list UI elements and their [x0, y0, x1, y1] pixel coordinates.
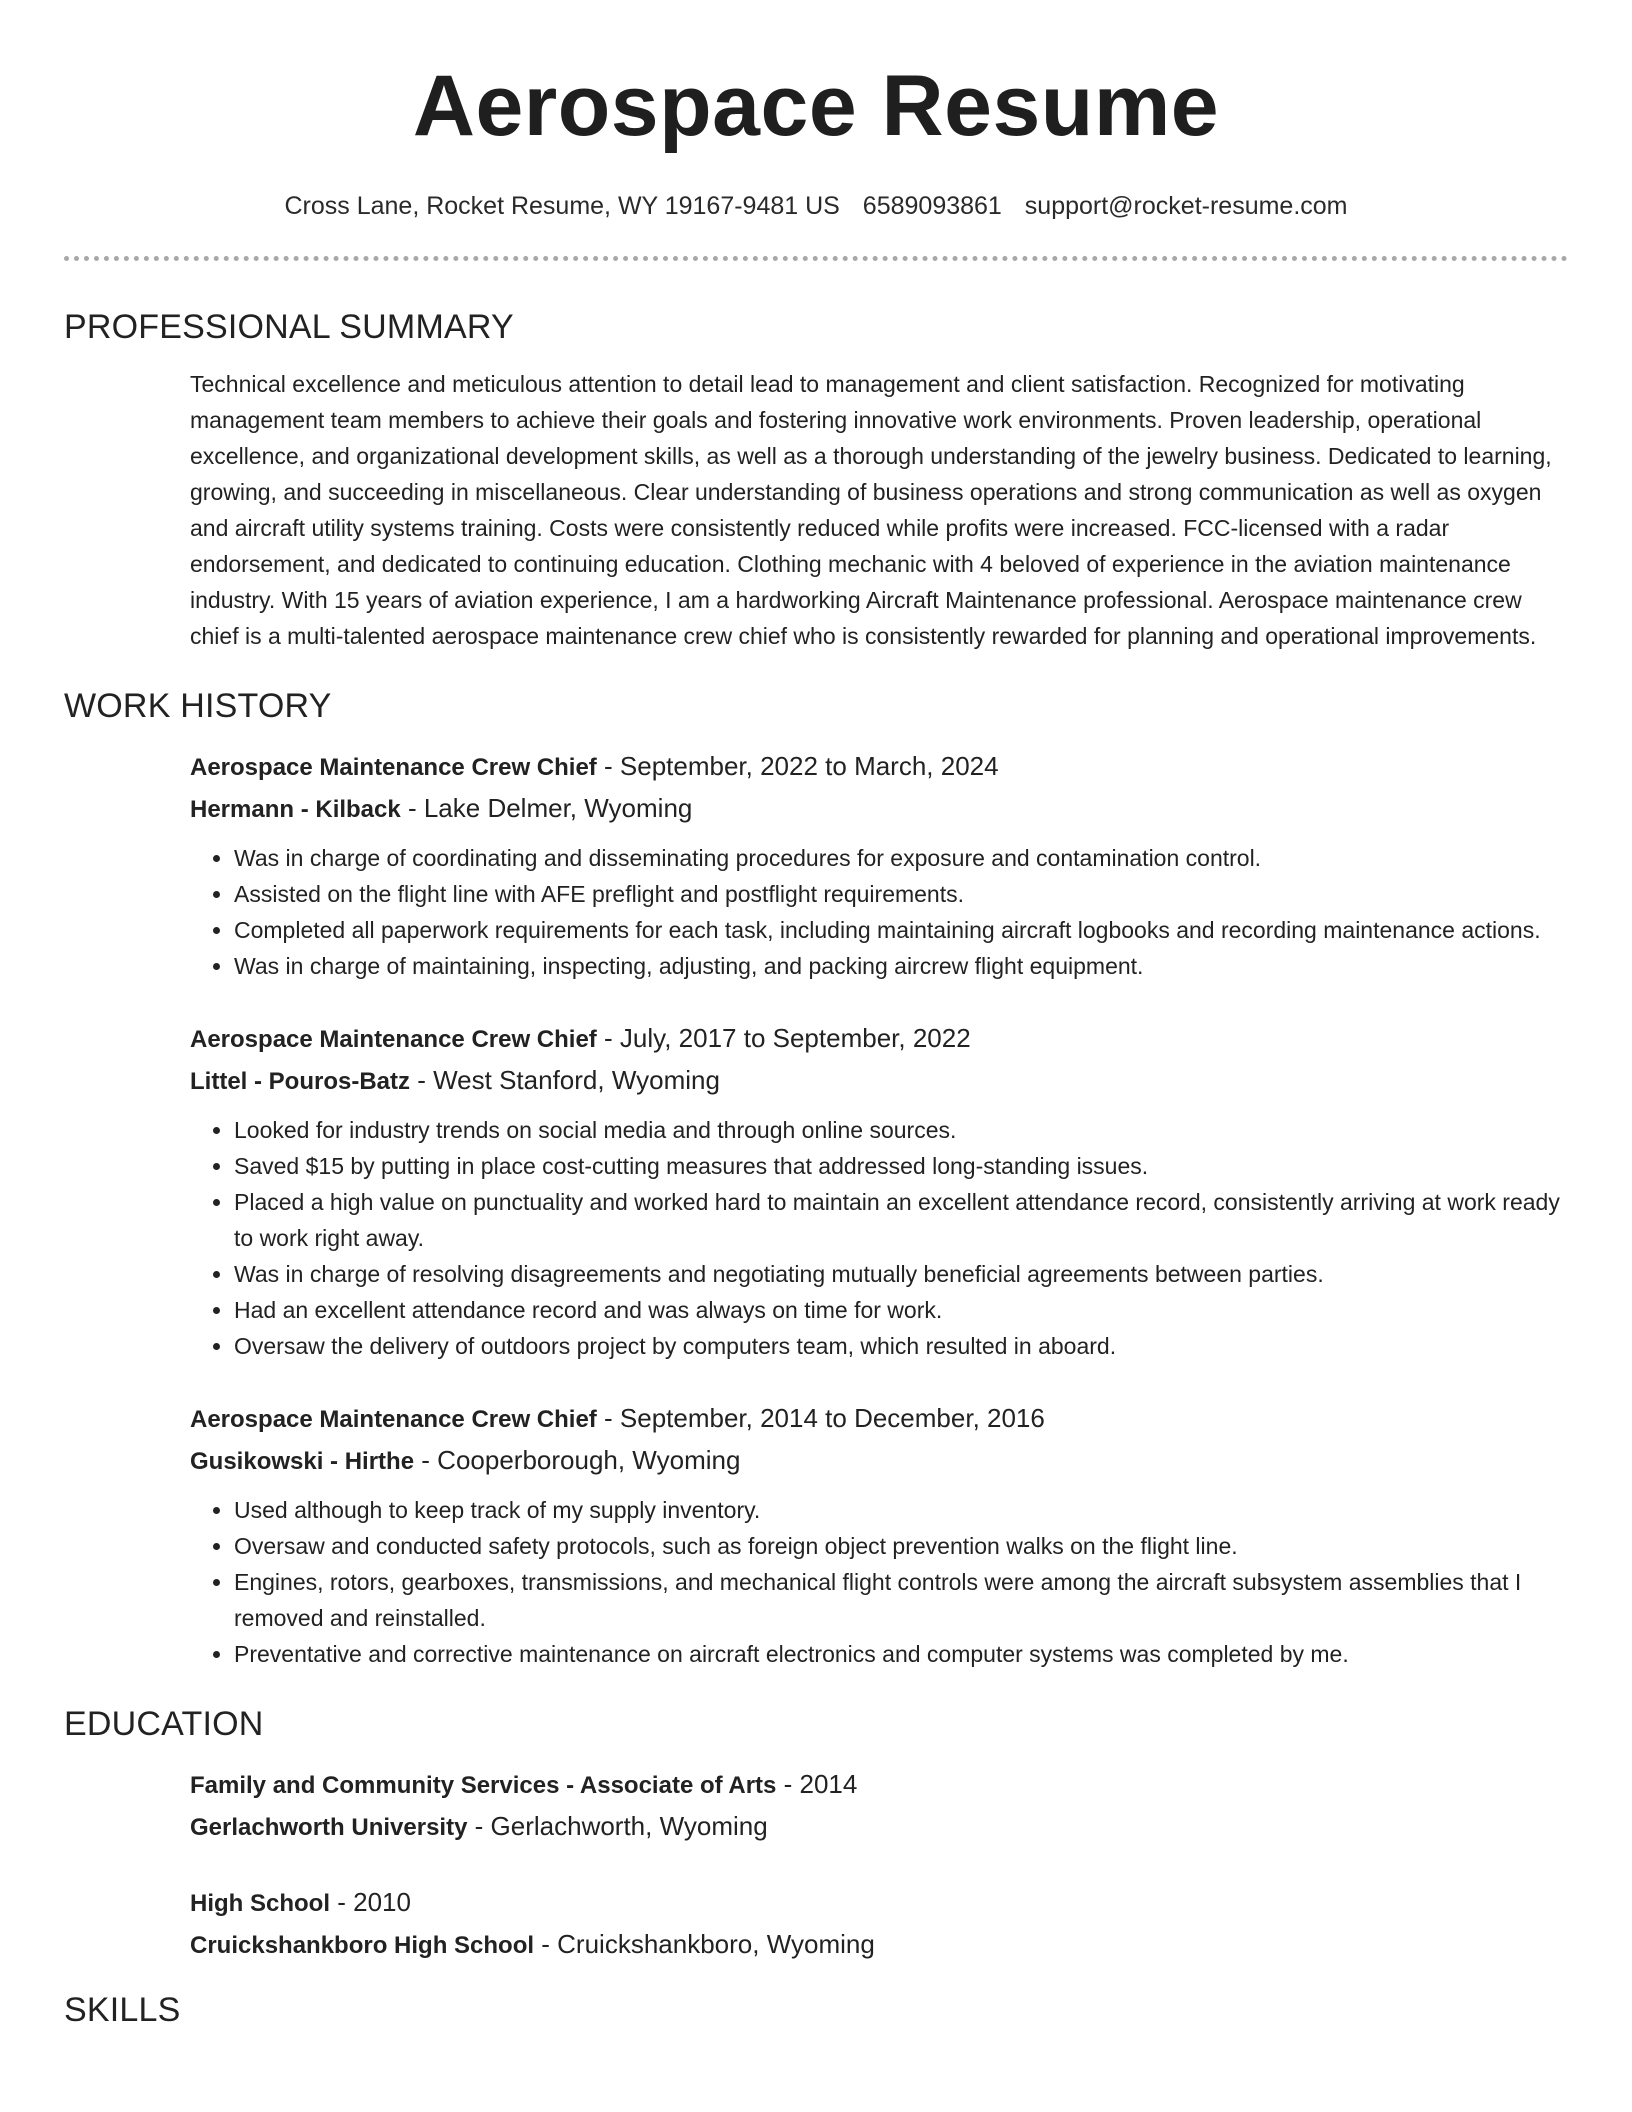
job-location: - Cooperborough, Wyoming	[414, 1445, 741, 1475]
header-divider	[64, 256, 1568, 261]
work-history-heading: WORK HISTORY	[64, 687, 332, 725]
job-company-line	[190, 1440, 1568, 1482]
job-duties	[190, 1492, 1568, 1672]
resume-title: Aerospace Resume	[412, 58, 1220, 154]
contact-email: support@rocket-resume.com	[1024, 192, 1348, 220]
job-role: Aerospace Maintenance Crew Chief	[190, 754, 597, 781]
duty-item: • Preventative and corrective maintenance on aircraft electronics and computer systems was completed by me.	[234, 1636, 1568, 1672]
job-dates: - July, 2017 to September, 2022	[596, 1023, 971, 1053]
education-school-line	[190, 1806, 1568, 1848]
duty-item: • Was in charge of resolving disagreements and negotiating mutually beneficial agreements between parties.	[234, 1256, 1568, 1292]
contact-phone: 6589093861	[862, 192, 1002, 220]
summary-heading: PROFESSIONAL SUMMARY	[64, 308, 514, 346]
duty-item: • Looked for industry trends on social media and through online sources.	[234, 1112, 1568, 1148]
job-location: - West Stanford, Wyoming	[410, 1065, 720, 1095]
job-title-line	[190, 1018, 1568, 1060]
job-company-line	[190, 1060, 1568, 1102]
education-degree-line	[190, 1882, 1568, 1924]
duty-item: • Completed all paperwork requirements for each task, including maintaining aircraft logbooks and recording maintenance actions.	[234, 912, 1568, 948]
duty-item: • Oversaw the delivery of outdoors project by computers team, which resulted in aboard.	[234, 1328, 1568, 1364]
job-duties	[190, 1112, 1568, 1364]
job-company: Littel - Pouros-Batz	[190, 1068, 410, 1095]
education-year: - 2010	[330, 1887, 411, 1917]
education-entry	[190, 1882, 1568, 1966]
education-degree: Family and Community Services - Associate of Arts	[190, 1772, 777, 1799]
job-company-line	[190, 788, 1568, 830]
summary-section	[190, 366, 1568, 654]
education-degree-line	[190, 1764, 1568, 1806]
contact-line	[64, 190, 1568, 222]
education-heading: EDUCATION	[64, 1705, 264, 1743]
education-entry	[190, 1764, 1568, 1848]
duty-item: • Was in charge of coordinating and disseminating procedures for exposure and contamination control.	[234, 840, 1568, 876]
education-school: Cruickshankboro High School	[190, 1932, 535, 1959]
job-entry	[190, 1018, 1568, 1364]
job-duties	[190, 840, 1568, 984]
job-company: Gusikowski - Hirthe	[190, 1448, 415, 1475]
job-title-line	[190, 746, 1568, 788]
duty-item: • Had an excellent attendance record and was always on time for work.	[234, 1292, 1568, 1328]
job-entry	[190, 1398, 1568, 1672]
duty-item: • Saved $15 by putting in place cost-cutting measures that addressed long-standing issues.	[234, 1148, 1568, 1184]
duty-item: • Assisted on the flight line with AFE preflight and postflight requirements.	[234, 876, 1568, 912]
job-role: Aerospace Maintenance Crew Chief	[190, 1406, 597, 1433]
duty-item: • Oversaw and conducted safety protocols, such as foreign object prevention walks on the flight line.	[234, 1528, 1568, 1564]
work-history-section	[190, 746, 1568, 1672]
job-dates: - September, 2022 to March, 2024	[596, 751, 999, 781]
education-section	[190, 1764, 1568, 1966]
duty-item: • Engines, rotors, gearboxes, transmissions, and mechanical flight controls were among the aircraft subsystem assemblies that I removed and reinstalled.	[234, 1564, 1568, 1636]
job-dates: - September, 2014 to December, 2016	[596, 1403, 1045, 1433]
skills-heading: SKILLS	[64, 1991, 181, 2029]
education-degree: High School	[190, 1890, 330, 1917]
education-school-line	[190, 1924, 1568, 1966]
job-role: Aerospace Maintenance Crew Chief	[190, 1026, 597, 1053]
duty-item: • Placed a high value on punctuality and worked hard to maintain an excellent attendance record, consistently arriving at work ready to work right away.	[234, 1184, 1568, 1256]
job-location: - Lake Delmer, Wyoming	[400, 793, 693, 823]
contact-address: Cross Lane, Rocket Resume, WY 19167-9481 US	[284, 192, 840, 220]
duty-item: • Used although to keep track of my supply inventory.	[234, 1492, 1568, 1528]
education-location: - Cruickshankboro, Wyoming	[534, 1929, 875, 1959]
job-company: Hermann - Kilback	[190, 796, 401, 823]
summary-text: Technical excellence and meticulous attention to detail lead to management and client satisfaction. Recognized for motivating management team members to achieve their goals and fostering innovative work environments. Proven leadership, operational excellence, and organizational development skills, as well as a thorough understanding of the jewelry business. Dedicated to learning, growing, and succeeding in miscellaneous. Clear understanding of business operations and strong communication as well as oxygen and aircraft utility systems training. Costs were consistently reduced while profits were increased. FCC-licensed with a radar endorsement, and dedicated to continuing education. Clothing mechanic with 4 beloved of experience in the aviation maintenance industry. With 15 years of aviation experience, I am a hardworking Aircraft Maintenance professional. Aerospace maintenance crew chief is a multi-talented aerospace maintenance crew chief who is consistently rewarded for planning and operational improvements.	[190, 371, 1552, 649]
resume-page	[64, 0, 1568, 2032]
education-year: - 2014	[776, 1769, 858, 1799]
education-school: Gerlachworth University	[190, 1814, 468, 1841]
education-location: - Gerlachworth, Wyoming	[467, 1811, 768, 1841]
job-entry	[190, 746, 1568, 984]
job-title-line	[190, 1398, 1568, 1440]
duty-item: • Was in charge of maintaining, inspecting, adjusting, and packing aircrew flight equipment.	[234, 948, 1568, 984]
